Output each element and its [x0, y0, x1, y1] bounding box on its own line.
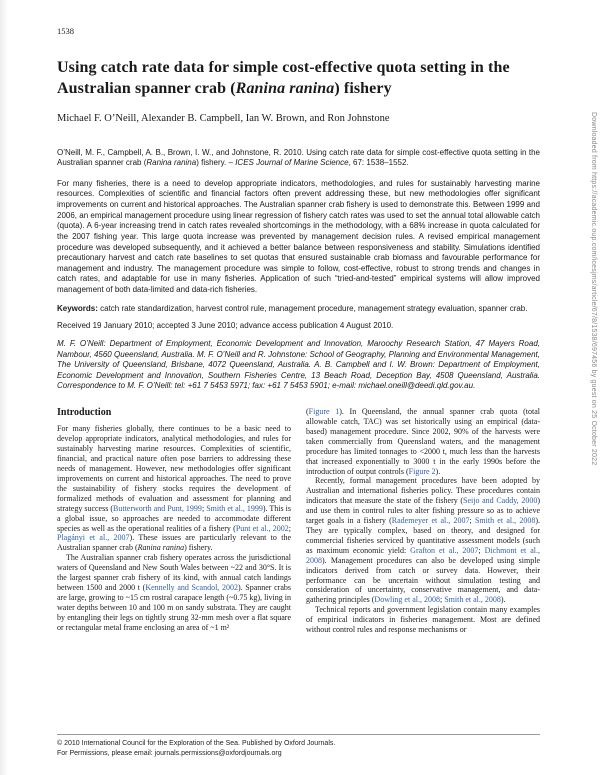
- citation-link[interactable]: Grafton et al., 2007: [410, 545, 479, 555]
- citation-link[interactable]: Rademeyer et al., 2007: [391, 516, 470, 526]
- footer-copyright: [57, 734, 540, 759]
- citation-link[interactable]: Smith et al., 2008: [474, 516, 536, 526]
- permissions-line: For Permissions, please email: journals.permissions@oxfordjournals.org: [57, 749, 282, 757]
- text-segment: ). This is a global issue, so approaches are needed to accommodate different species as well as the operational realities of a fishery (: [57, 503, 291, 533]
- download-provenance-note: Downloaded from https://academic.oup.com/icesjms/article/67/8/1538/697456 by guest on 25 October 2022: [590, 112, 597, 466]
- intro-paragraph-2: [57, 553, 291, 632]
- copyright-line: © 2010 International Council for the Exploration of the Sea. Published by Oxford Journals.: [57, 739, 336, 747]
- text-segment: Ranina ranina: [146, 158, 197, 168]
- citation-link[interactable]: Smith et al., 2008: [444, 595, 501, 605]
- text-segment: O’Neill, M. F., Campbell, A. B., Brown, I. W., and Johnstone, R. 2010. Using catch rate data for simple cost-effective quota setting in the Australian spanner crab (: [57, 147, 540, 168]
- text-segment: ;: [288, 523, 292, 533]
- affiliations-block: M. F. O’Neill: Department of Employment, Economic Development and Innovation, Maroochy Research Station, 47 Mayers Road, Nambour, 4560 Queensland, Australia. M. F. O’Neill and R. Johnstone: School of Geography, Planning and Environmental Management, The University of Queensland, Brisbane, 4072 Queensland, Australia. A. B. Campbell and I. W. Brown: Department of Employment, Economic Development and Innovation, Southern Fisheries Centre, 13 Beach Road, Deception Bay, 4508 Queensland, Australia. Correspondence to M. F. O’Neill: tel: +61 7 5453 5971; fax: +61 7 5453 5901; e-mail: michael.oneill@deedi.qld.gov.au.: [57, 338, 540, 391]
- citation-link[interactable]: Figure 2: [408, 466, 436, 476]
- text-segment: ). In Queensland, the annual spanner crab quota (total allowable catch, TAC) was set historically using an empirical (data-based) management procedure. Since 2002, 90% of the harvests were taken commercially from Queensland waters, and the management procedure has limited tonnages to <2000 t, much less than the harvests that increased exponentially to 3000 t in the early 1990s before the introduction of output controls (: [306, 407, 540, 476]
- citation-link[interactable]: Dowling et al., 2008: [374, 595, 440, 605]
- page-number: 1538: [57, 26, 74, 36]
- text-segment: ).: [500, 595, 506, 605]
- citation-link[interactable]: Punt et al., 2002: [235, 523, 289, 533]
- text-segment: ) fishery. –: [196, 158, 236, 168]
- intro-paragraph-3: [306, 407, 540, 476]
- author-list: Michael F. O’Neill, Alexander B. Campbell, Ian W. Brown, and Ron Johnstone: [57, 112, 390, 124]
- text-segment: ). These issues are particularly relevant to the Australian spanner crab (: [57, 533, 291, 553]
- text-segment: catch rate standardization, harvest control rule, management procedure, management strategy evaluation, spanner crab.: [100, 303, 528, 313]
- text-segment: ).: [435, 466, 441, 476]
- citation-link[interactable]: Kennelly and Scandol, 2002: [145, 582, 238, 592]
- text-segment: Keywords:: [57, 303, 101, 313]
- intro-paragraph-1: [57, 424, 291, 553]
- intro-paragraph-5: [306, 605, 540, 635]
- text-segment: Using catch rate data for simple cost-effective quota setting in the Australian spanner crab (: [57, 59, 510, 97]
- intro-paragraph-4: [306, 476, 540, 605]
- text-segment: ) fishery: [334, 79, 392, 97]
- text-segment: ). Management procedures can also be developed using simple indicators derived from catch or survey data. However, their performance can be uncertain without simulation testing and consideration of uncertainty, conservative management, and data-gathering principles (: [306, 555, 540, 605]
- keywords-line: [57, 304, 540, 315]
- text-segment: Technical reports and government legislation contain many examples of empirical indicators in fisheries management. Most are defined without control rules and response mechanisms or: [306, 605, 540, 635]
- left-column: [57, 407, 291, 694]
- text-segment: , 67: 1538–1552.: [348, 158, 409, 168]
- text-segment: ;: [439, 595, 445, 605]
- citation-link[interactable]: Figure 1: [308, 407, 340, 417]
- text-segment: ) and use them in control rules to alter fishing pressure so as to achieve target goals in a fishery (: [306, 496, 540, 526]
- received-dates-line: Received 19 January 2010; accepted 3 June 2010; advance access publication 4 August 2010.: [57, 321, 394, 331]
- text-segment: Recently, formal management procedures have been adopted by Australian and international fisheries policy. These procedures contain indicators that measure the state of the fishery (: [306, 476, 540, 506]
- text-segment: ;: [478, 545, 485, 555]
- text-segment: ) fishery.: [184, 543, 213, 553]
- citation-line: [57, 148, 540, 169]
- section-heading-introduction: Introduction: [57, 407, 112, 419]
- abstract-text: For many fisheries, there is a need to develop appropriate indicators, methodologies, and rules for sustainably harvesting marine resources. Complexities of scientific and financial factors often prevent addressing these, but new methodologies offer significant improvements on current and historical approaches. The Australian spanner crab fishery is used to demonstrate this. Between 1999 and 2006, an empirical management procedure using linear regression of fishery catch rates was used to set the annual total allowable catch (quota). A 6-year increasing trend in catch rates revealed shortcomings in the methodology, with a 68% increase in quota calculated for the 2007 fishing year. This large quota increase was prevented by management decision rules. A revised empirical management procedure was developed subsequently, and it achieved a better balance between responsiveness and stability. Simulations identified precautionary harvest and catch rate baselines to set quotas that ensured sustainable crab biomass and favourable performance for management and industry. The management procedure was simple to follow, cost-effective, robust to strong trends and changes in catch rates, and adaptable for use in many fisheries. Application of such “tried-and-tested” empirical systems will allow improved management of both data-limited and data-rich fisheries.: [57, 178, 540, 295]
- paper-title: [57, 58, 540, 100]
- text-segment: ). Spanner crabs are large, growing to ~15 cm rostral carapace length (~0.75 kg), living in water depths between 10 and 100 m on sandy substrata. They are caught by entangling their legs on tightly strung 32-mm mesh over a flat square or rectangular metal frame enclosing an area of ~1 m²: [57, 582, 291, 632]
- citation-link[interactable]: Butterworth and Punt, 1999: [113, 503, 202, 513]
- text-segment: (: [306, 407, 309, 417]
- text-segment: ;: [201, 503, 207, 513]
- text-segment: Ranina ranina: [137, 543, 185, 553]
- two-column-body: [57, 407, 540, 694]
- citation-link[interactable]: Smith et al., 1999: [206, 503, 263, 513]
- text-segment: ;: [469, 516, 475, 526]
- text-segment: The Australian spanner crab fishery operates across the jurisdictional waters of Queensland and New South Wales between ~22 and 30°S. It is the largest spanner crab fishery of its kind, with annual catch landings between 1500 and 2000 t (: [57, 553, 291, 592]
- citation-link[interactable]: Dichmont et al., 2008: [306, 545, 540, 565]
- right-column: [306, 407, 540, 694]
- citation-link[interactable]: Seijo and Caddy, 2000: [463, 496, 538, 506]
- citation-link[interactable]: Plagányi et al., 2007: [57, 533, 130, 543]
- text-segment: ICES Journal of Marine Science: [235, 158, 349, 168]
- text-segment: For many fisheries globally, there continues to be a basic need to develop appropriate indicators, analytical methodologies, and rules for sustainably harvesting marine resources. Complexities of scientific, financial, and practical nature often pose barriers to addressing these needs of management. However, new methodologies offer significant improvements on current and historical approaches. The need to prove the sustainability of fishery stocks requires the development of formalized methods of evaluation and assessment for planning and strategy success (: [57, 424, 291, 513]
- text-segment: ). They are typically complex, based on theory, and designed for commercial fisheries serviced by quantitative assessment models (such as maximum economic yield:: [306, 516, 540, 555]
- text-segment: Ranina ranina: [235, 79, 335, 97]
